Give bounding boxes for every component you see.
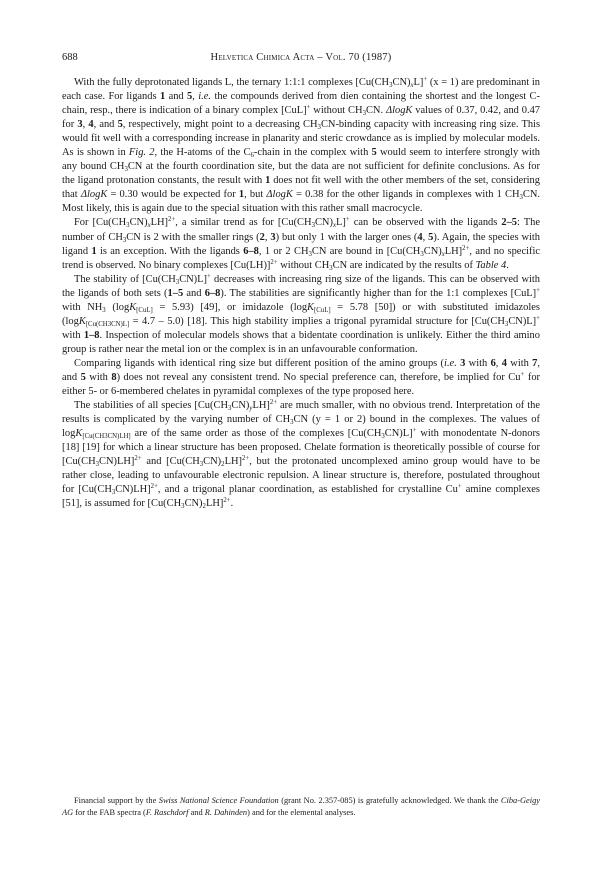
subscript: 3 <box>181 503 185 511</box>
italic-text: K <box>100 189 108 201</box>
ligand-number: 2 <box>259 231 265 243</box>
text-run: . <box>230 498 234 510</box>
subscript: [Cu(CH3CN)LH] <box>82 433 131 441</box>
text-run: LH] <box>224 456 242 468</box>
text-run: CN-binding capacity with increasing ring size. This would fit well with a corresponding increase in planarity and steric crowdance as is implied by molecular models. As is shown in <box>62 119 541 159</box>
superscript: + <box>536 314 540 322</box>
person-name: R. Dahinden <box>204 807 248 817</box>
text-run: ). The stabilities are significantly higher than for the 1:1 complexes [CuL] <box>220 287 537 299</box>
text-run: CN. Most likely, this is again due to the special situation with this rather small macrocycle. <box>62 189 541 215</box>
ligand-number: 1–8 <box>83 329 100 341</box>
text-run: The stabilities of all species [Cu(CH <box>74 400 229 412</box>
text-run: = 0.30 would be expected for <box>107 189 239 201</box>
superscript: + <box>306 104 311 112</box>
text-run: with <box>506 357 533 369</box>
italic-text: Δlog <box>266 189 286 201</box>
superscript: + <box>536 286 540 294</box>
text-run: Financial support by the <box>74 796 159 805</box>
ligand-number: 1 <box>91 245 97 257</box>
text-run: With the fully deprotonated ligands L, the ternary 1:1:1 complexes [Cu(CH <box>74 77 390 88</box>
text-run: and <box>165 91 188 103</box>
subscript-variable: x <box>147 222 151 230</box>
paragraph-stability-trend <box>62 273 540 357</box>
ligand-number: 4 <box>88 119 94 131</box>
subscript: 3 <box>199 461 204 469</box>
ligand-number: 6–8 <box>204 287 221 299</box>
italic-text: i.e. <box>198 91 212 103</box>
text-run: = 0.38 for the other ligands in complexes with 1 CH <box>292 189 520 201</box>
funder-name: Swiss National Science Foundation <box>158 796 279 805</box>
superscript: 2+ <box>167 216 176 224</box>
company-name: Ciba-Geigy AG <box>62 796 540 817</box>
text-run: CN) <box>423 245 442 257</box>
italic-text: Δlog <box>385 105 406 117</box>
italic-text: K <box>75 428 83 440</box>
ligand-number: 5 <box>371 147 377 159</box>
text-run: and <box>183 287 205 299</box>
text-run: CN at the fourth coordination site, but the data are not sufficient for definite conclusions. As for the ligand protonation constants, the result with <box>62 161 541 187</box>
text-run: the compounds derived from dien containing the shortest and the longest C-chain, resp., there is indication of a binary complex [CuL] <box>62 91 540 117</box>
acknowledgement-text <box>62 795 540 818</box>
subscript: 3 <box>317 124 321 132</box>
subscript: 3 <box>228 405 232 413</box>
text-run: CN) <box>184 498 203 510</box>
text-run: , <box>192 91 199 103</box>
subscript: 3 <box>122 236 127 244</box>
text-run: CN)L] <box>384 428 413 440</box>
text-run: CN (y = 1 or 2) bound in the complexes. The values of log <box>62 414 540 440</box>
subscript: 3 <box>290 419 294 427</box>
subscript: 3 <box>111 489 116 497</box>
text-run: , but the protonated uncomplexed amino group would have to be rather close, leading to unfavourable electronic repulsion. A linear structure is, therefore, postulated throughout for [Cu(CH <box>62 456 540 496</box>
text-run: ) does not reveal any consistent trend. No special preference can, therefore, be implied for Cu <box>116 371 521 383</box>
superscript: 2+ <box>270 258 278 266</box>
text-run: , a similar trend as for [Cu(CH <box>175 217 312 229</box>
text-run: : The number of CH <box>62 217 540 243</box>
italic-text: K <box>285 189 293 201</box>
text-run: = 5.78 [50]) or with substituted imidazoles (log <box>62 301 540 327</box>
superscript: + <box>412 427 417 435</box>
text-run: , <box>495 357 502 369</box>
paragraph-ternary-complexes <box>62 76 540 216</box>
superscript: + <box>423 76 428 83</box>
text-run: , and <box>93 119 118 131</box>
subscript: [CuL] <box>314 306 331 314</box>
subscript: 3 <box>362 110 366 118</box>
text-run: CN) <box>392 77 411 88</box>
subscript: 3 <box>389 82 393 89</box>
text-run: CN)L] <box>179 273 208 285</box>
text-run: amine complexes [51], is assumed for [Cu(CH <box>62 484 540 510</box>
text-run: CN. <box>365 105 386 117</box>
subscript: 2 <box>202 503 206 511</box>
text-run: and <box>188 807 205 817</box>
text-run: CN)LH] <box>115 484 151 496</box>
text-run: , and <box>62 357 540 383</box>
text-run: does not fit well with the other members of the set, considering that <box>62 175 540 201</box>
ligand-number: 6 <box>490 357 496 369</box>
ligand-number: 5 <box>187 91 193 103</box>
text-run: , and a trigonal planar coordination, as established for crystalline Cu <box>157 484 458 496</box>
person-name: F. Raschdorf <box>145 807 189 817</box>
superscript: + <box>207 272 211 280</box>
text-run: LH] <box>252 400 270 412</box>
text-run: , the H-atoms of the C <box>154 147 251 159</box>
text-run: For [Cu(CH <box>74 217 127 229</box>
text-run: ) but only 1 with the larger ones ( <box>275 231 418 243</box>
text-run: Comparing ligands with identical ring size but different position of the amino groups ( <box>74 357 445 369</box>
text-run: with <box>62 329 84 341</box>
ligand-number: 8 <box>111 371 117 383</box>
subscript: 3 <box>95 461 100 469</box>
text-run: , respectively, might point to a decreasing CH <box>122 119 318 131</box>
text-run: CN)LH] <box>99 456 135 468</box>
ligand-number: 1 <box>159 91 166 103</box>
ligand-number: 7 <box>532 357 538 369</box>
subscript: 3 <box>519 194 523 202</box>
text-run: decreases with increasing ring size of the ligands. This can be observed with the ligands of both sets ( <box>62 273 540 299</box>
ligand-number: 4 <box>417 231 423 243</box>
subscript: 3 <box>175 278 180 286</box>
text-run: CN)L] <box>508 315 537 327</box>
text-run: (x = 1) are predominant in each case. For ligands <box>62 77 540 103</box>
text-run: CN are bound in [Cu(CH <box>311 245 421 257</box>
subscript: 3 <box>329 264 333 272</box>
text-run: CN is 2 with the smaller rings ( <box>126 231 260 243</box>
ligand-number: 5 <box>117 119 123 131</box>
ligand-number: 3 <box>460 357 466 369</box>
text-run: , and no specific trend is observed. No binary complexes [Cu(LH)] <box>62 245 540 271</box>
acknowledgements <box>62 795 540 818</box>
text-run: CN) <box>231 400 250 412</box>
subscript-variable: y <box>249 405 253 413</box>
text-run: with <box>465 357 491 369</box>
text-run: ). Again, the species with ligand <box>62 231 541 257</box>
text-run: without CH <box>310 105 363 117</box>
paragraph-ring-size-comparison <box>62 357 540 399</box>
ligand-number: 3 <box>270 231 276 243</box>
table-reference: Table 4 <box>475 259 507 271</box>
text-run: with NH <box>62 301 103 313</box>
superscript: + <box>457 483 462 491</box>
text-run: would seem to interfere strongly with any bound CH <box>62 147 541 173</box>
superscript: 2+ <box>462 244 470 252</box>
page-number: 688 <box>62 52 78 63</box>
subscript: 3 <box>420 250 424 258</box>
subscript: 2 <box>221 461 225 469</box>
text-run: and [Cu(CH <box>141 456 200 468</box>
text-run: can be observed with the ligands <box>349 217 502 229</box>
text-run: . <box>506 259 509 271</box>
superscript: + <box>345 216 350 224</box>
figure-reference: Fig. 2 <box>128 147 155 159</box>
text-run: ) and for the elemental analyses. <box>247 807 356 817</box>
ligand-number: 3 <box>77 119 83 131</box>
ligand-number: 2–5 <box>501 217 518 229</box>
italic-text: i.e. <box>444 357 457 369</box>
text-run: -chain in the complex with <box>253 147 372 159</box>
italic-text: Δlog <box>80 189 101 201</box>
text-run: CN) <box>203 456 222 468</box>
ligand-number: 6–8 <box>243 245 259 257</box>
text-run: L] <box>413 77 424 88</box>
ligand-number: 4 <box>501 357 507 369</box>
text-run: = 5.93) [49], or imidazole (log <box>152 301 308 313</box>
subscript: [Cu(CH3CN)L] <box>85 320 130 328</box>
subscript: 3 <box>124 166 128 174</box>
ligand-number: 5 <box>80 371 86 383</box>
ligand-number: 1 <box>238 189 245 201</box>
subscript-variable: x <box>332 222 336 230</box>
page-header <box>62 52 540 68</box>
superscript: 2+ <box>134 455 142 463</box>
text-run: CN) <box>314 217 333 229</box>
text-run: with monodentate N-donors [18] [19] for which a linear structure has been proposed. Chelate formation is theoretically possible of course for [Cu(CH <box>62 428 540 468</box>
ligand-number: 1–5 <box>167 287 184 299</box>
superscript: 2+ <box>150 483 158 491</box>
text-run: are much smaller, with no obvious trend. Interpretation of the results is complicated by the varying number of CH <box>62 400 540 426</box>
text-run: , <box>264 231 271 243</box>
text-run: values of 0.37, 0.42, and 0.47 for <box>62 105 541 131</box>
subscript: 3 <box>126 222 130 230</box>
text-run: L] <box>335 217 346 229</box>
paragraph-protonated-stabilities <box>62 399 540 511</box>
italic-text: K <box>78 315 86 327</box>
text-run: LH] <box>205 498 224 510</box>
italic-text: K <box>129 301 137 313</box>
text-run: , 1 or 2 CH <box>258 245 309 257</box>
text-run: LH] <box>444 245 463 257</box>
subscript-variable: x <box>410 82 414 89</box>
text-run: , <box>422 231 429 243</box>
text-run: , <box>82 119 89 131</box>
text-run: (grant No. 2.357-085) is gratefully acknowledged. We thank the <box>278 796 501 805</box>
superscript: 2+ <box>269 399 278 407</box>
running-title: Helvetica Chimica Acta – Vol. 70 (1987) <box>210 52 392 63</box>
text-run: is an exception. With the ligands <box>96 245 244 257</box>
paragraph-protonated-complexes <box>62 216 540 272</box>
text-run: for the FAB spectra ( <box>73 807 146 817</box>
text-run: CN are indicated by the results of <box>332 259 476 271</box>
ligand-number: 1 <box>265 175 271 187</box>
subscript: 3 <box>504 320 509 328</box>
superscript: 2+ <box>241 455 250 463</box>
text-run: (log <box>105 301 130 313</box>
text-run: with <box>85 371 112 383</box>
italic-text: K <box>307 301 315 313</box>
text-run: LH] <box>150 217 168 229</box>
article-body <box>62 76 540 511</box>
subscript: 3 <box>311 222 315 230</box>
text-run: without CH <box>277 259 330 271</box>
subscript: [CuL] <box>136 306 153 314</box>
subscript: 6 <box>250 152 254 160</box>
superscript: 2+ <box>223 497 231 505</box>
text-run: for either 5- or 6-membered chelates in pyramidal complexes of the type proposed here. <box>62 371 541 398</box>
superscript: + <box>520 370 525 378</box>
ligand-number: 5 <box>428 231 434 243</box>
text-run: = 4.7 – 5.0) [18]. This high stability implies a trigonal pyramidal structure for [Cu(CH <box>129 315 505 327</box>
text-run: are of the same order as those of the complexes [Cu(CH <box>130 428 382 440</box>
subscript: 3 <box>102 306 106 314</box>
subscript: 3 <box>308 250 312 258</box>
text-run: CN) <box>129 217 148 229</box>
text-run: , but <box>244 189 267 201</box>
text-run: The stability of [Cu(CH <box>74 273 176 285</box>
italic-text: K <box>405 105 413 117</box>
text-run: . Inspection of molecular models shows that a bidentate coordination is unlikely. Either the third amino group is rather near the metal ion or the complex is in an unfavourable conformation. <box>62 329 540 355</box>
subscript-variable: x <box>441 250 445 258</box>
subscript: 3 <box>381 433 385 441</box>
